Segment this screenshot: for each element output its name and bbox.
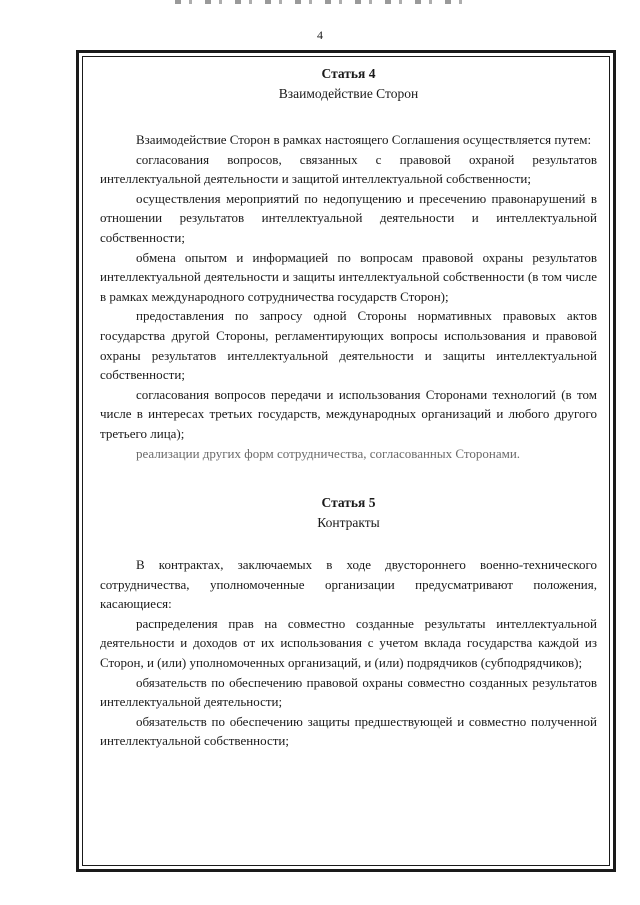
- article-4: [100, 64, 597, 463]
- paragraph: реализации других форм сотрудничества, согласованных Сторонами.: [136, 445, 521, 461]
- paragraph: распределения прав на совместно созданные результаты интеллектуальной деятельности и доходов от их использования с учетом вклада государства каждой из Сторон, и (или) уполномоченных организаций, и (или) подрядчиков (субподрядчиков);: [100, 615, 597, 671]
- paragraph: осуществления мероприятий по недопущению и пресечению правонарушений в отношении результатов интеллектуальной деятельности и интеллектуальной собственности;: [100, 190, 597, 245]
- paragraph: обязательств по обеспечению правовой охраны совместно созданных результатов интеллектуальной деятельности;: [100, 674, 597, 710]
- paragraph: Взаимодействие Сторон в рамках настоящего Соглашения осуществляется путем:: [136, 132, 592, 147]
- paragraph: согласования вопросов, связанных с правовой охраной результатов интеллектуальной деятельности и защитой интеллектуальной собственности;: [100, 151, 597, 187]
- article-number: Статья 5: [321, 495, 376, 511]
- article-title: Контракты: [317, 515, 380, 531]
- article-number: Статья 4: [321, 66, 376, 81]
- paragraph: предоставления по запросу одной Стороны нормативных правовых актов государства другой Стороны, регламентирующих вопросы использования и правовой охраны результатов интеллектуальной деятельности и защиты интеллектуальной собственности;: [100, 308, 597, 383]
- paragraph: В контрактах, заключаемых в ходе двустороннего военно-технического сотрудничества, уполномоченные организации предусматривают положения, касающиеся:: [100, 557, 597, 612]
- article-title: Взаимодействие Сторон: [278, 86, 419, 101]
- scan-artifact: [175, 0, 465, 4]
- paragraph: согласования вопросов передачи и использования Сторонами технологий (в том числе в интересах третьих государств, международных организаций и любого другого третьего лица);: [100, 386, 597, 441]
- document-body: [100, 64, 597, 751]
- paragraph: обмена опытом и информацией по вопросам правовой охраны результатов интеллектуальной деятельности и защиты интеллектуальной собственности (в том числе в рамках международного сотрудничества государств Сторон);: [100, 249, 597, 304]
- paragraph: обязательств по обеспечению защиты предшествующей и совместно полученной интеллектуальной собственности;: [100, 713, 597, 749]
- article-5: [100, 493, 597, 751]
- page-number: 4: [317, 28, 323, 42]
